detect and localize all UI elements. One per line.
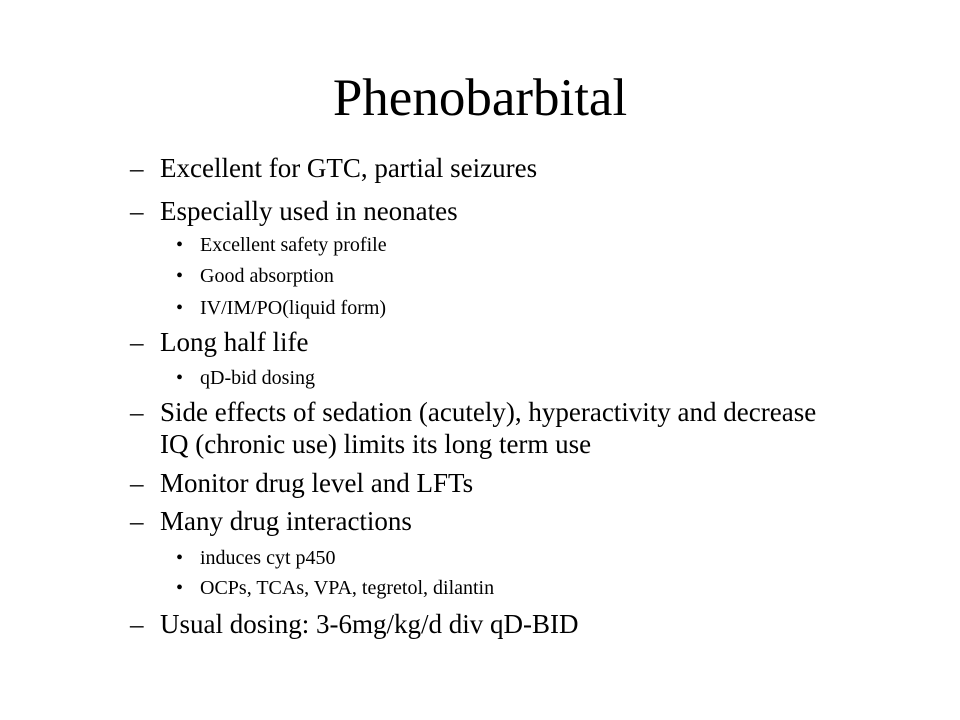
sub-list-item-text: induces cyt p450 — [200, 547, 336, 569]
sub-list-item — [176, 546, 816, 570]
list-item — [130, 396, 830, 460]
bullet-marker: • — [176, 547, 184, 569]
sub-list-item — [176, 296, 816, 320]
bullet-marker: • — [176, 577, 184, 599]
list-item-text: Monitor drug level and LFTs — [160, 468, 474, 498]
sub-list-item-text: IV/IM/PO(liquid form) — [200, 297, 387, 319]
sub-list-item-text: qD-bid dosing — [200, 367, 315, 389]
dash-marker: – — [130, 327, 144, 357]
sub-list-item — [176, 264, 816, 288]
dash-marker: – — [130, 468, 144, 498]
list-item-text: Long half life — [160, 327, 309, 357]
list-item — [130, 195, 830, 227]
dash-marker: – — [130, 196, 144, 226]
sub-list-item — [176, 576, 816, 600]
sub-list-item — [176, 233, 816, 257]
slide-title: Phenobarbital — [332, 69, 628, 127]
bullet-marker: • — [176, 297, 184, 319]
list-item — [130, 467, 830, 499]
list-item-text: Side effects of sedation (acutely), hyperactivity and decrease IQ (chronic use) limits its long term use — [160, 397, 817, 459]
sub-list-item — [176, 366, 816, 390]
list-item — [130, 326, 830, 358]
sub-list-item-text: Excellent safety profile — [200, 234, 387, 256]
sub-list-item-text: Good absorption — [200, 265, 334, 287]
bullet-marker: • — [176, 265, 184, 287]
dash-marker: – — [130, 506, 144, 536]
list-item — [130, 505, 830, 537]
sub-list-item-text: OCPs, TCAs, VPA, tegretol, dilantin — [200, 577, 495, 599]
list-item-text: Many drug interactions — [160, 506, 412, 536]
dash-marker: – — [130, 153, 144, 183]
list-item — [130, 152, 830, 184]
dash-marker: – — [130, 609, 144, 639]
dash-marker: – — [130, 397, 144, 427]
bullet-marker: • — [176, 367, 184, 389]
list-item-text: Excellent for GTC, partial seizures — [160, 153, 538, 183]
list-item-text: Especially used in neonates — [160, 196, 458, 226]
bullet-marker: • — [176, 234, 184, 256]
list-item-text: Usual dosing: 3-6mg/kg/d div qD-BID — [160, 609, 579, 639]
list-item — [130, 608, 830, 640]
